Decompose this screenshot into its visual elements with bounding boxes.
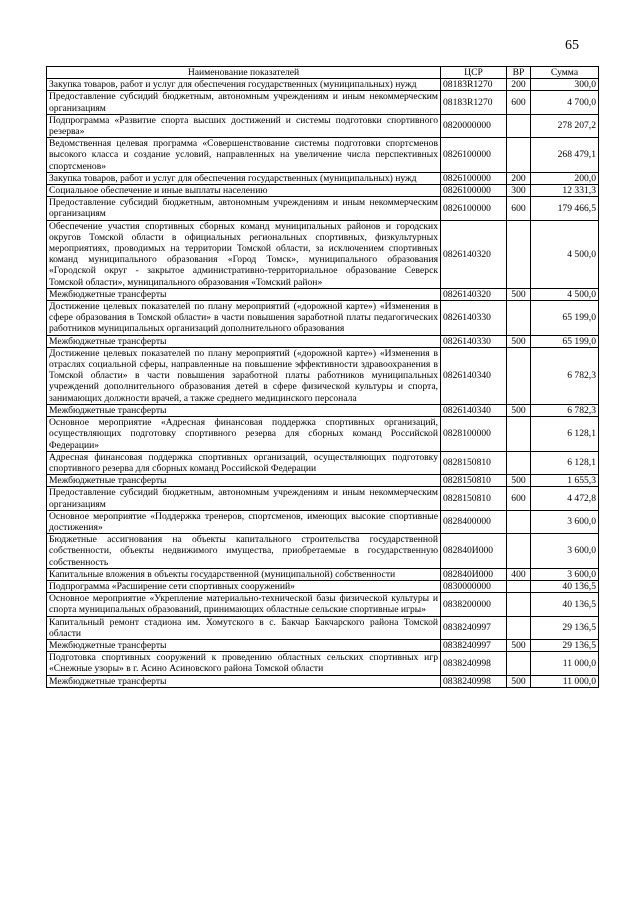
table-row [47, 593, 599, 616]
cell-csr: 0826140320 [441, 220, 507, 288]
cell-name: Подготовка спортивных сооружений к проведению областных сельских спортивных игр «Снежные узоры» в г. Асино Асиновского района Томской области [47, 652, 441, 675]
table-row [47, 91, 599, 114]
cell-name: Социальное обеспечение и иные выплаты населению [47, 185, 441, 197]
cell-name: Закупка товаров, работ и услуг для обеспечения государственных (муниципальных) нужд [47, 79, 441, 91]
cell-name: Подпрограмма «Развитие спорта высших достижений и системы подготовки спортивного резерва» [47, 114, 441, 137]
cell-name: Капитальные вложения в объекты государственной (муниципальной) собственности [47, 568, 441, 580]
cell-sum: 40 136,5 [531, 593, 599, 616]
cell-sum: 3 600,0 [531, 510, 599, 533]
cell-vr: 300 [507, 185, 531, 197]
cell-name: Предоставление субсидий бюджетным, автономным учреждениям и иным некоммерческим организациям [47, 91, 441, 114]
table-row [47, 288, 599, 300]
table-row [47, 197, 599, 220]
cell-vr [507, 580, 531, 592]
table-row [47, 675, 599, 687]
cell-name: Основное мероприятие «Поддержка тренеров, спортсменов, имеющих высокие спортивные достижения» [47, 510, 441, 533]
cell-csr: 0838200000 [441, 593, 507, 616]
table-row [47, 510, 599, 533]
cell-sum: 6 128,1 [531, 451, 599, 474]
cell-vr: 600 [507, 91, 531, 114]
table-row [47, 534, 599, 569]
cell-sum: 11 000,0 [531, 675, 599, 687]
table-body [47, 79, 599, 688]
cell-sum: 4 472,8 [531, 487, 599, 510]
column-header-csr: ЦСР [441, 67, 507, 79]
cell-csr: 082840И000 [441, 534, 507, 569]
cell-name: Межбюджетные трансферты [47, 675, 441, 687]
cell-sum: 6 128,1 [531, 417, 599, 452]
cell-csr: 0838240997 [441, 639, 507, 651]
table-row [47, 639, 599, 651]
cell-name: Межбюджетные трансферты [47, 639, 441, 651]
cell-vr: 500 [507, 475, 531, 487]
cell-vr: 200 [507, 79, 531, 91]
cell-name: Основное мероприятие «Укрепление материально-технической базы физической культуры и спорта муниципальных образований, принимающих областные сельские спортивные игры» [47, 593, 441, 616]
cell-name: Ведомственная целевая программа «Совершенствование системы подготовки спортсменов высокого класса и создание условий, направленных на увеличение числа перспективных спортсменов» [47, 138, 441, 173]
cell-csr: 0826140320 [441, 288, 507, 300]
cell-sum: 11 000,0 [531, 652, 599, 675]
page-number: 65 [565, 38, 579, 53]
cell-sum: 268 479,1 [531, 138, 599, 173]
cell-sum: 65 199,0 [531, 301, 599, 336]
cell-sum: 4 700,0 [531, 91, 599, 114]
cell-csr: 0826140330 [441, 335, 507, 347]
cell-csr: 0838240998 [441, 675, 507, 687]
cell-sum: 29 136,5 [531, 616, 599, 639]
cell-vr: 500 [507, 675, 531, 687]
cell-vr: 500 [507, 639, 531, 651]
cell-name: Межбюджетные трансферты [47, 288, 441, 300]
table-row [47, 580, 599, 592]
cell-sum: 65 199,0 [531, 335, 599, 347]
cell-csr: 0826100000 [441, 138, 507, 173]
cell-name: Подпрограмма «Расширение сети спортивных сооружений» [47, 580, 441, 592]
cell-sum: 4 500,0 [531, 220, 599, 288]
budget-table [46, 66, 599, 688]
cell-csr: 0828150810 [441, 487, 507, 510]
table-row [47, 404, 599, 416]
table-row [47, 487, 599, 510]
cell-name: Достижение целевых показателей по плану мероприятий («дорожной карте») «Изменения в отраслях социальной сферы, направленные на повышение эффективности здравоохранения в Томской области» в части повышения заработной платы работников муниципальных учреждений дополнительного образования детей в сфере физической культуры и спорта, занимающих должности врачей, а также среднего медицинского персонала [47, 347, 441, 404]
cell-vr [507, 138, 531, 173]
cell-vr: 500 [507, 335, 531, 347]
table-header-row [47, 67, 599, 79]
table-row [47, 220, 599, 288]
cell-csr: 0830000000 [441, 580, 507, 592]
cell-sum: 300,0 [531, 79, 599, 91]
table-row [47, 652, 599, 675]
cell-csr: 0826140340 [441, 347, 507, 404]
cell-name: Предоставление субсидий бюджетным, автономным учреждениям и иным некоммерческим организациям [47, 487, 441, 510]
cell-sum: 40 136,5 [531, 580, 599, 592]
cell-sum: 3 600,0 [531, 568, 599, 580]
table-row [47, 451, 599, 474]
column-header-vr: ВР [507, 67, 531, 79]
cell-name: Предоставление субсидий бюджетным, автономным учреждениям и иным некоммерческим организациям [47, 197, 441, 220]
cell-vr [507, 114, 531, 137]
table-row [47, 301, 599, 336]
cell-vr [507, 451, 531, 474]
cell-name: Капитальный ремонт стадиона им. Хомутского в с. Бакчар Бакчарского района Томской области [47, 616, 441, 639]
cell-name: Адресная финансовая поддержка спортивных организаций, осуществляющих подготовку спортивного резерва для сборных команд Российской Федерации [47, 451, 441, 474]
cell-sum: 6 782,3 [531, 404, 599, 416]
cell-name: Межбюджетные трансферты [47, 404, 441, 416]
cell-name: Межбюджетные трансферты [47, 475, 441, 487]
cell-csr: 0828400000 [441, 510, 507, 533]
table-row [47, 172, 599, 184]
cell-vr [507, 616, 531, 639]
table-row [47, 114, 599, 137]
cell-csr: 08183R1270 [441, 79, 507, 91]
cell-sum: 278 207,2 [531, 114, 599, 137]
cell-sum: 179 466,5 [531, 197, 599, 220]
cell-csr: 08183R1270 [441, 91, 507, 114]
column-header-sum: Сумма [531, 67, 599, 79]
cell-vr: 400 [507, 568, 531, 580]
table-row [47, 475, 599, 487]
cell-csr: 0828150810 [441, 451, 507, 474]
cell-csr: 0838240998 [441, 652, 507, 675]
table-row [47, 417, 599, 452]
table-row [47, 79, 599, 91]
cell-vr [507, 593, 531, 616]
cell-csr: 0828100000 [441, 417, 507, 452]
cell-vr [507, 220, 531, 288]
cell-sum: 12 331,3 [531, 185, 599, 197]
table-row [47, 616, 599, 639]
cell-sum: 200,0 [531, 172, 599, 184]
table-row [47, 138, 599, 173]
cell-name: Межбюджетные трансферты [47, 335, 441, 347]
table-row [47, 347, 599, 404]
cell-name: Обеспечение участия спортивных сборных команд муниципальных районов и городских округов Томской области в официальных региональных спортивных, физкультурных мероприятиях, проводимых на территории Томской области, за исключением спортивных команд муниципального образования «Город Томск», муниципального образования «Городской округ - закрытое административно-территориальное образование Северск Томской области», муниципального образования «Томский район» [47, 220, 441, 288]
cell-name: Закупка товаров, работ и услуг для обеспечения государственных (муниципальных) нужд [47, 172, 441, 184]
cell-name: Основное мероприятие «Адресная финансовая поддержка спортивных организаций, осуществляющих подготовку спортивного резерва для сборных команд Российской Федерации» [47, 417, 441, 452]
cell-csr: 0826100000 [441, 185, 507, 197]
cell-sum: 4 500,0 [531, 288, 599, 300]
cell-vr [507, 652, 531, 675]
cell-csr: 0820000000 [441, 114, 507, 137]
cell-csr: 0838240997 [441, 616, 507, 639]
cell-sum: 1 655,3 [531, 475, 599, 487]
cell-vr: 600 [507, 487, 531, 510]
cell-sum: 29 136,5 [531, 639, 599, 651]
cell-csr: 0826100000 [441, 172, 507, 184]
cell-sum: 6 782,3 [531, 347, 599, 404]
table-row [47, 185, 599, 197]
cell-vr [507, 301, 531, 336]
cell-vr: 500 [507, 404, 531, 416]
cell-vr: 600 [507, 197, 531, 220]
cell-vr: 500 [507, 288, 531, 300]
cell-csr: 0828150810 [441, 475, 507, 487]
column-header-name: Наименование показателей [47, 67, 441, 79]
cell-name: Достижение целевых показателей по плану мероприятий («дорожной карте») «Изменения в сфере образования в Томской области» в части повышения заработной платы педагогических работников муниципальных организаций дополнительного образования [47, 301, 441, 336]
cell-name: Бюджетные ассигнования на объекты капитального строительства государственной собственности, объекты недвижимого имущества, приобретаемые в государственную собственность [47, 534, 441, 569]
cell-csr: 0826140330 [441, 301, 507, 336]
cell-vr [507, 417, 531, 452]
table-row [47, 568, 599, 580]
cell-csr: 0826100000 [441, 197, 507, 220]
cell-vr [507, 534, 531, 569]
cell-vr [507, 510, 531, 533]
cell-csr: 0826140340 [441, 404, 507, 416]
cell-vr: 200 [507, 172, 531, 184]
cell-sum: 3 600,0 [531, 534, 599, 569]
table-row [47, 335, 599, 347]
cell-vr [507, 347, 531, 404]
cell-csr: 082840И000 [441, 568, 507, 580]
